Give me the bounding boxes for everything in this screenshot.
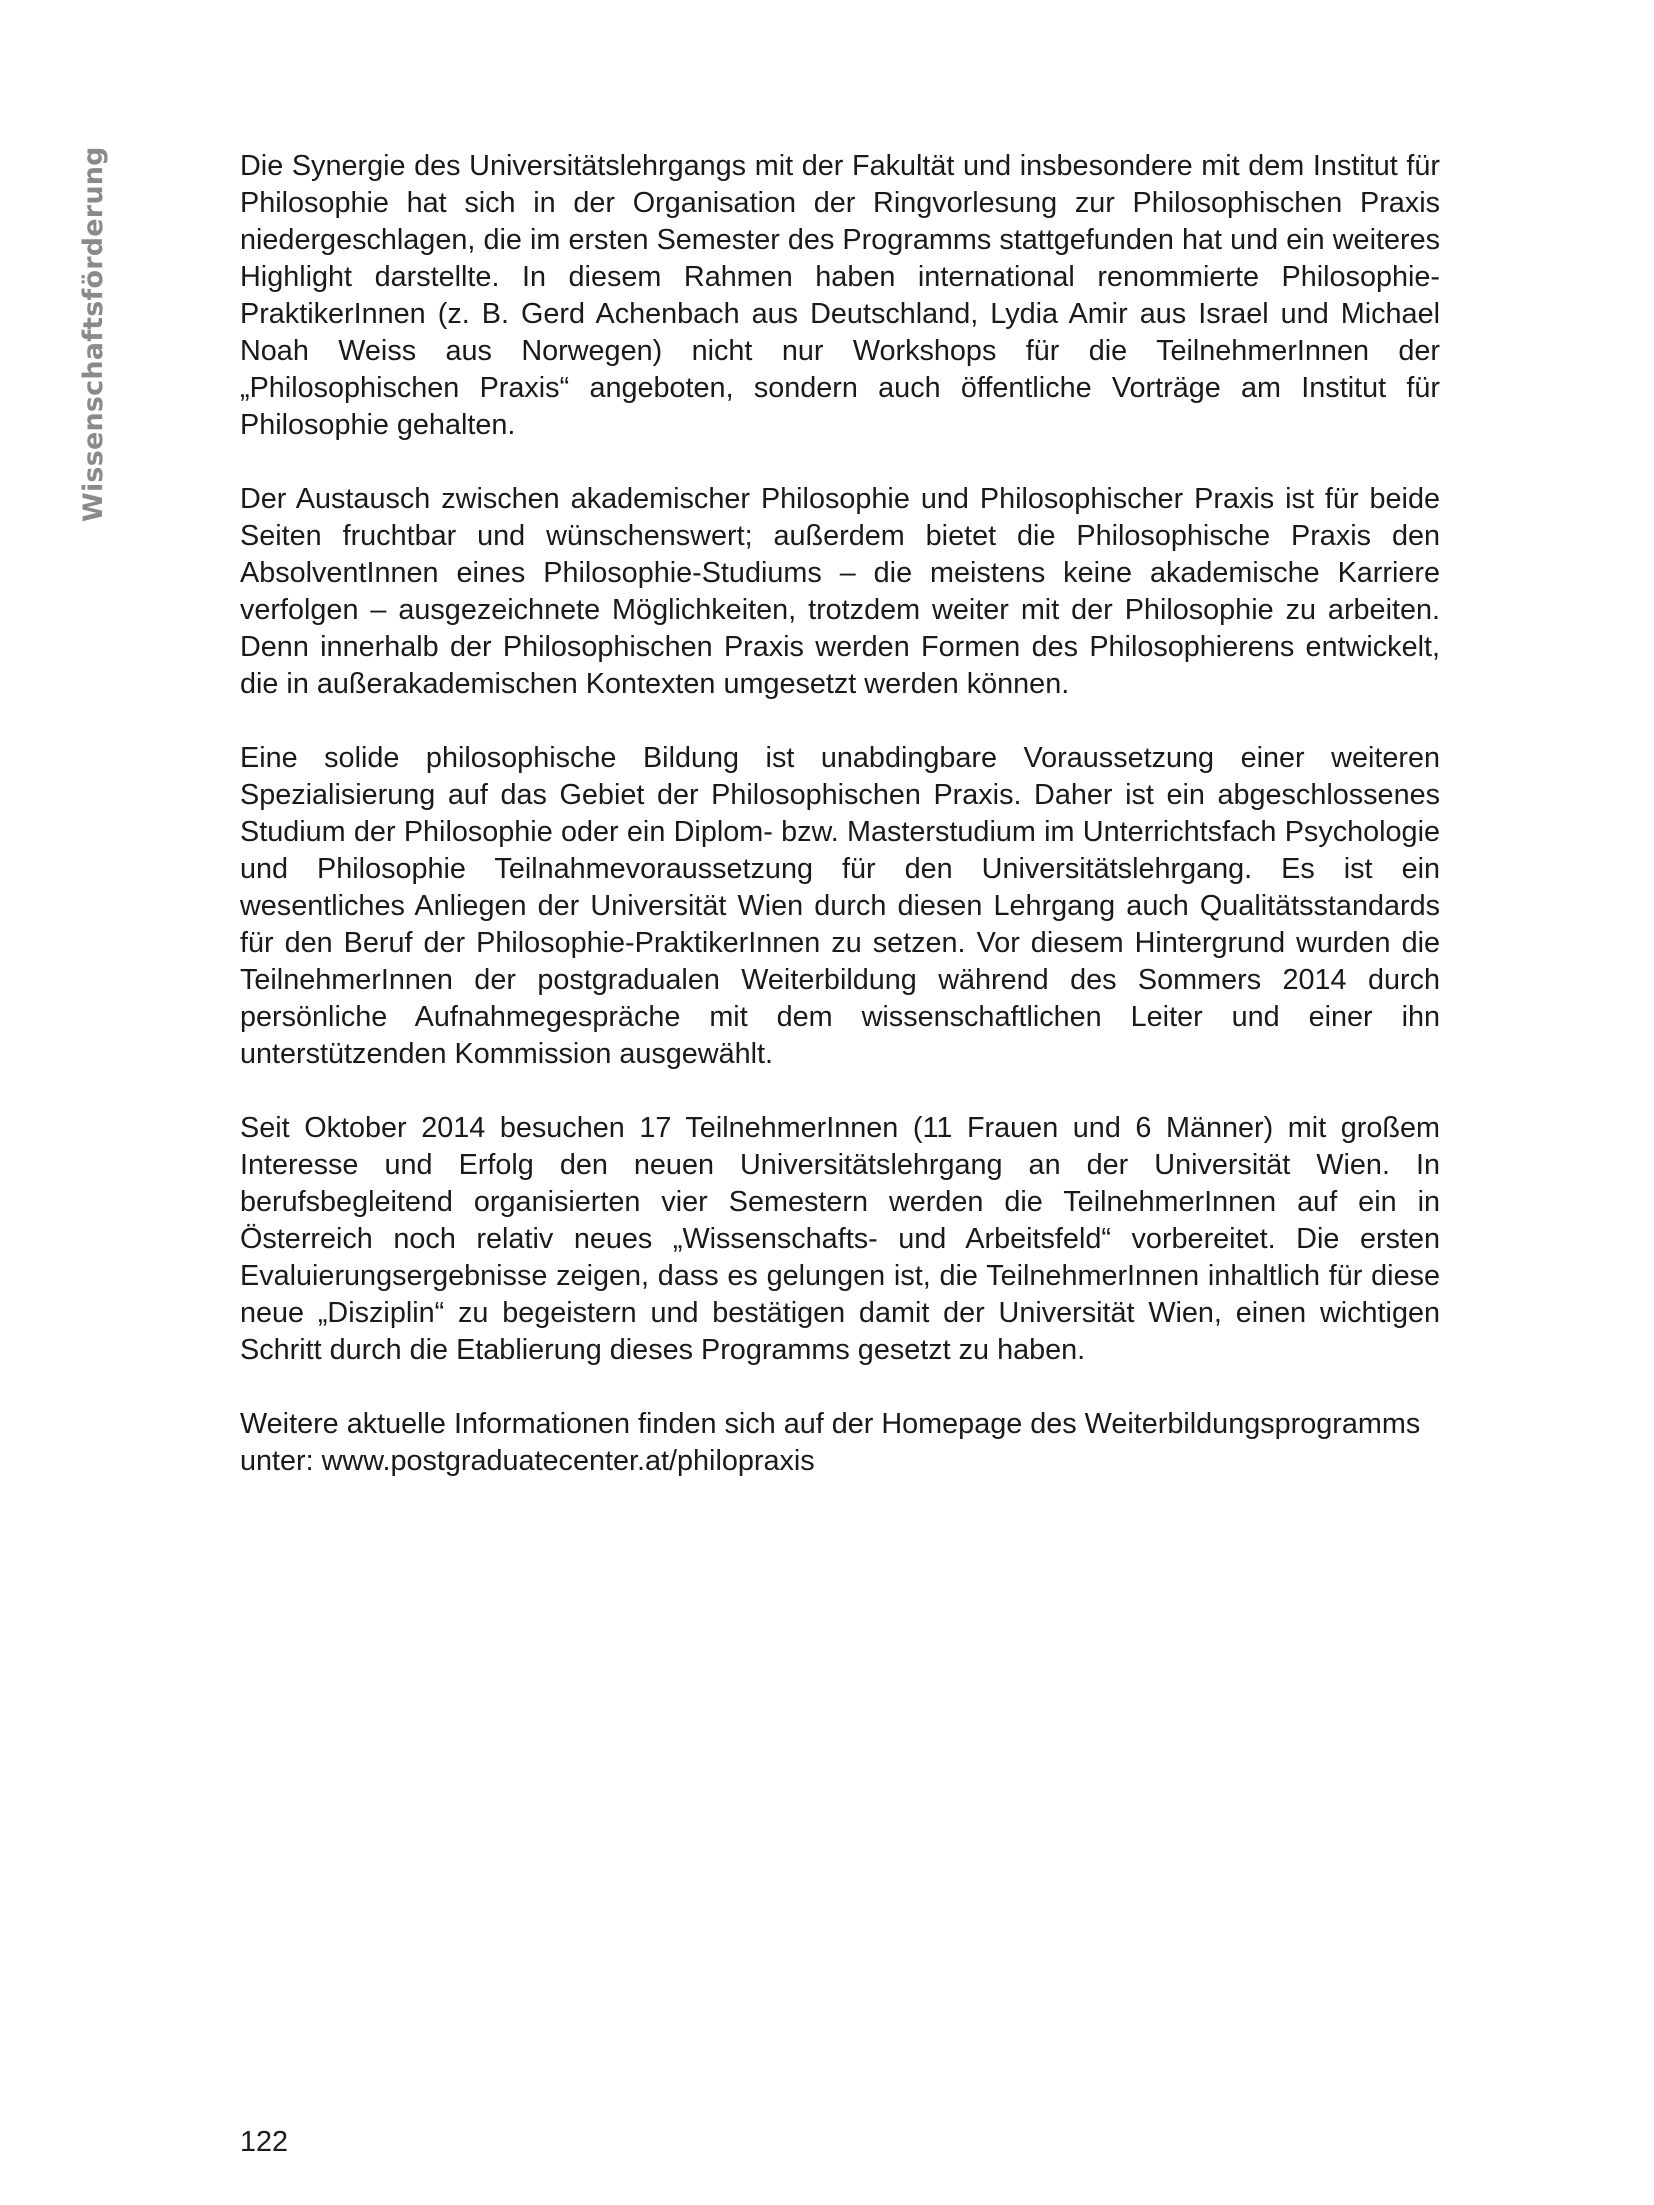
paragraph-teilnehmer: Seit Oktober 2014 besuchen 17 TeilnehmerInnen (11 Frauen und 6 Männer) mit großem Interesse und Erfolg den neuen Universitätslehrgang an der Universität Wien. In berufsbegleitend organisierten vier Semestern werden die TeilnehmerInnen auf ein in Österreich noch relativ neues „Wissenschafts- und Arbeitsfeld“ vorbereitet. Die ersten Evaluierungsergebnisse zeigen, dass es gelungen ist, die TeilnehmerInnen inhaltlich für diese neue „Disziplin“ zu begeistern und bestätigen damit der Universität Wien, einen wichtigen Schritt durch die Etablierung dieses Programms gesetzt zu haben.: [240, 1112, 1440, 1366]
paragraph-synergie: Die Synergie des Universitätslehrgangs mit der Fakultät und insbesondere mit dem Institut für Philosophie hat sich in der Organisation der Ringvorlesung zur Philosophischen Praxis niedergeschlagen, die im ersten Semester des Programms stattgefunden hat und ein weiteres Highlight darstellte. In diesem Rahmen haben international renommierte Philosophie-PraktikerInnen (z. B. Gerd Achenbach aus Deutschland, Lydia Amir aus Israel und Michael Noah Weiss aus Norwegen) nicht nur Workshops für die TeilnehmerInnen der „Philosophischen Praxis“ angeboten, sondern auch öffentliche Vorträge am Institut für Philosophie gehalten.: [240, 150, 1440, 441]
side-section-label: Wissenschaftsförderung: [78, 146, 109, 522]
paragraph-bildung: Eine solide philosophische Bildung ist unabdingbare Voraussetzung einer weiteren Spezialisierung auf das Gebiet der Philosophischen Praxis. Daher ist ein abgeschlossenes Studium der Philosophie oder ein Diplom- bzw. Masterstudium im Unterrichtsfach Psychologie und Philosophie Teilnahmevoraussetzung für den Universitätslehrgang. Es ist ein wesentliches Anliegen der Universität Wien durch diesen Lehrgang auch Qualitätsstandards für den Beruf der Philosophie-PraktikerInnen zu setzen. Vor diesem Hintergrund wurden die TeilnehmerInnen der postgradualen Weiterbildung während des Sommers 2014 durch persönliche Aufnahmegespräche mit dem wissenschaftlichen Leiter und einer ihn unterstützenden Kommission ausgewählt.: [240, 742, 1440, 1070]
page-number: 122: [240, 2126, 289, 2158]
paragraph-weitere-informationen: Weitere aktuelle Informationen finden sich auf der Homepage des Weiterbildungsprogramms unter: www.postgraduatecenter.at/philopraxis: [240, 1408, 1421, 1477]
paragraph-austausch: Der Austausch zwischen akademischer Philosophie und Philosophischer Praxis ist für beide Seiten fruchtbar und wünschenswert; außerdem bietet die Philosophische Praxis den AbsolventInnen eines Philosophie-Studiums – die meistens keine akademische Karriere verfolgen – ausgezeichnete Möglichkeiten, trotzdem weiter mit der Philosophie zu arbeiten. Denn innerhalb der Philosophischen Praxis werden Formen des Philosophierens entwickelt, die in außerakademischen Kontexten umgesetzt werden können.: [240, 483, 1440, 700]
body-text: [240, 148, 1440, 1517]
